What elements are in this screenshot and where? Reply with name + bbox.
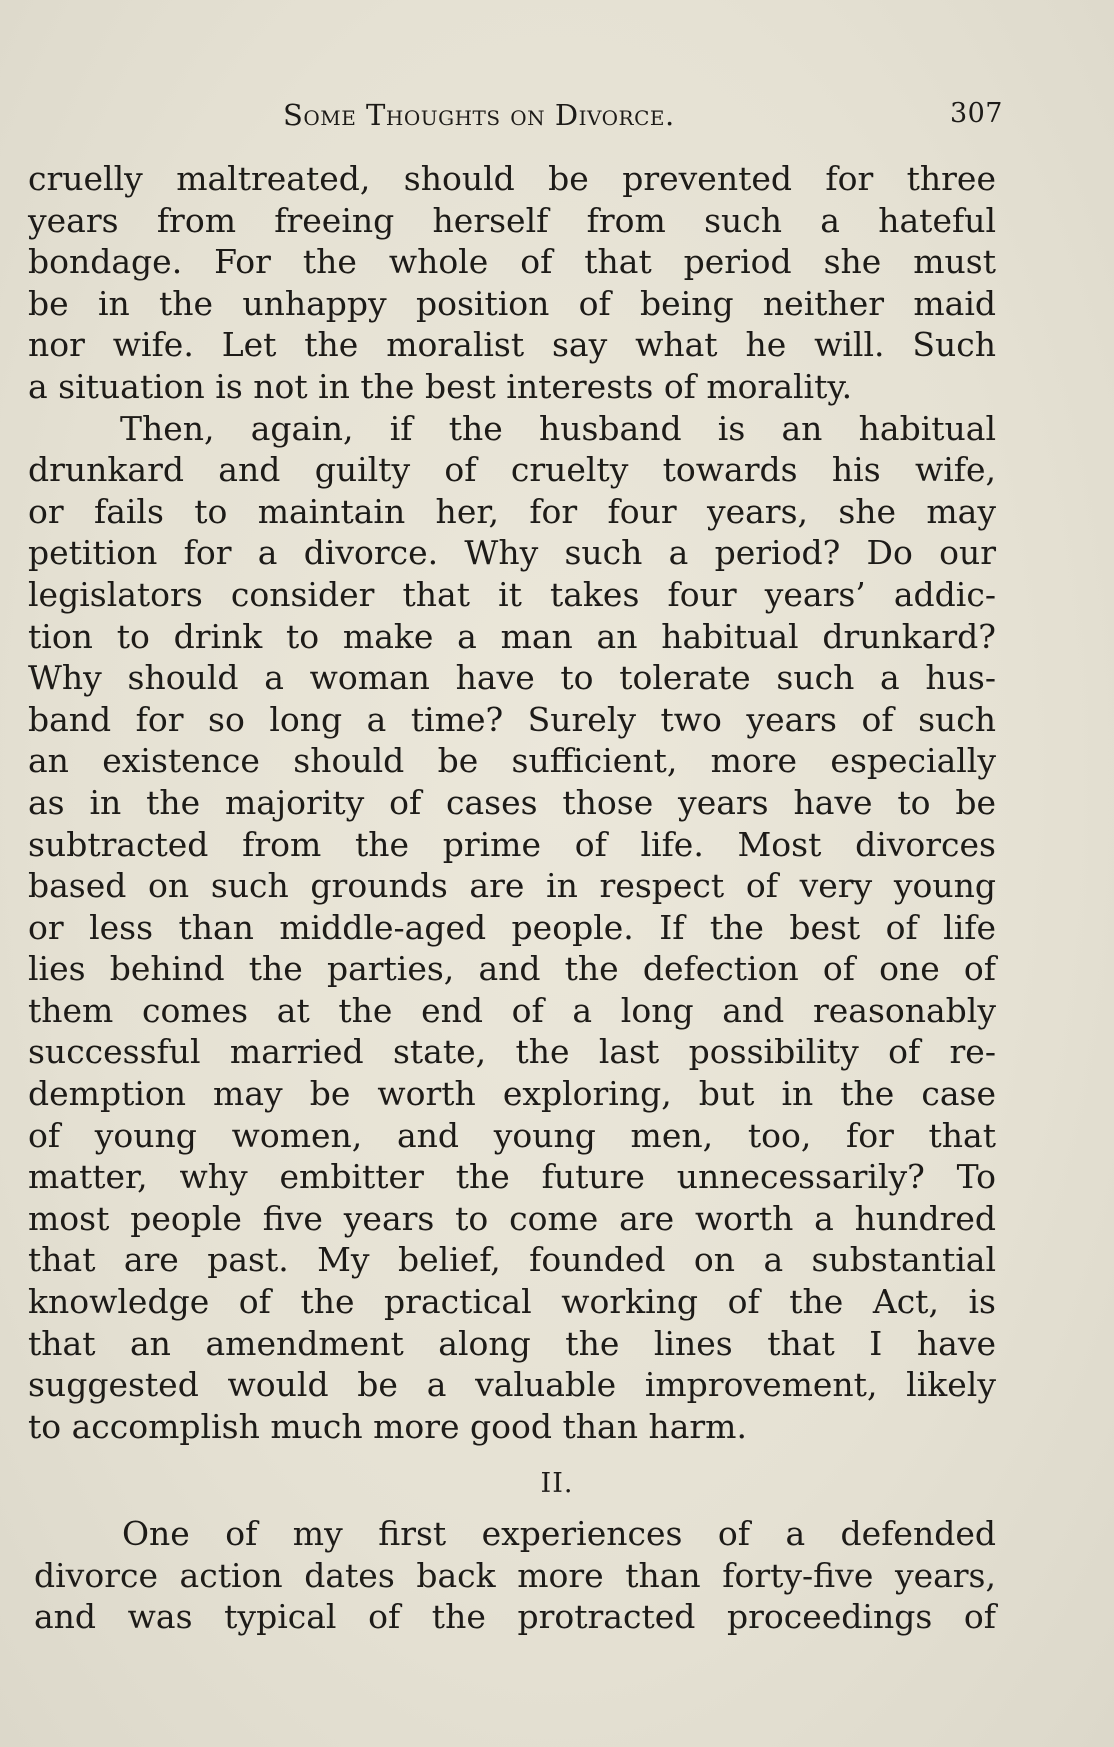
text-line: be in the unhappy position of being neither maid [28, 283, 996, 323]
text-line: matter, why embitter the future unnecessarily? To [28, 1157, 996, 1197]
text-line: band for so long a time? Surely two years of such [28, 699, 996, 739]
text-line: divorce action dates back more than forty-five years, [34, 1555, 996, 1595]
text-line: petition for a divorce. Why such a period? Do our [28, 533, 996, 573]
text-line: and was typical of the protracted proceedings of [34, 1597, 996, 1637]
text-line: cruelly maltreated, should be prevented for three [28, 159, 996, 198]
text-line: successful married state, the last possibility of re- [28, 1032, 996, 1072]
text-line: bondage. For the whole of that period she must [28, 242, 996, 282]
text-line: tion to drink to make a man an habitual drunkard? [28, 616, 996, 656]
text-line: to accomplish much more good than harm. [28, 1406, 747, 1446]
text-line: suggested would be a valuable improvement, likely [28, 1365, 996, 1405]
text-line: demption may be worth exploring, but in the case [28, 1074, 996, 1114]
text-line: nor wife. Let the moralist say what he will. Such [28, 325, 996, 365]
paragraph [28, 158, 996, 408]
text-line: that an amendment along the lines that I have [28, 1323, 996, 1363]
paragraph [28, 408, 996, 1448]
text-line: a situation is not in the best interests of morality. [28, 366, 853, 406]
text-line: an existence should be sufficient, more especially [28, 741, 996, 781]
text-line: lies behind the parties, and the defection of one of [28, 949, 996, 989]
text-line: based on such grounds are in respect of very young [28, 866, 996, 906]
text-line: or fails to maintain her, for four years, she may [28, 491, 996, 531]
text-line: One of my first experiences of a defended [122, 1514, 996, 1553]
text-line: knowledge of the practical working of the Act, is [28, 1282, 996, 1322]
text-line: years from freeing herself from such a hateful [28, 200, 996, 240]
running-head [283, 98, 1003, 138]
body-text [28, 158, 996, 1447]
text-line: them comes at the end of a long and reasonably [28, 990, 996, 1030]
text-line: of young women, and young men, too, for that [28, 1115, 996, 1155]
page-number: 307 [949, 98, 1003, 129]
text-line: or less than middle-aged people. If the best of life [28, 907, 996, 947]
section-body-text [34, 1513, 996, 1638]
text-line: drunkard and guilty of cruelty towards his wife, [28, 450, 996, 490]
text-line: Why should a woman have to tolerate such a hus- [28, 658, 996, 698]
text-line: as in the majority of cases those years have to be [28, 782, 996, 822]
running-title: Some Thoughts on Divorce. [283, 98, 675, 132]
paragraph [34, 1513, 996, 1638]
text-line: legislators consider that it takes four years’ addic- [28, 574, 996, 614]
text-line: most people five years to come are worth a hundred [28, 1198, 996, 1238]
text-line: subtracted from the prime of life. Most divorces [28, 824, 996, 864]
section-heading: II. [540, 1468, 574, 1499]
text-line: that are past. My belief, founded on a substantial [28, 1240, 996, 1280]
text-line: Then, again, if the husband is an habitual [120, 408, 996, 448]
